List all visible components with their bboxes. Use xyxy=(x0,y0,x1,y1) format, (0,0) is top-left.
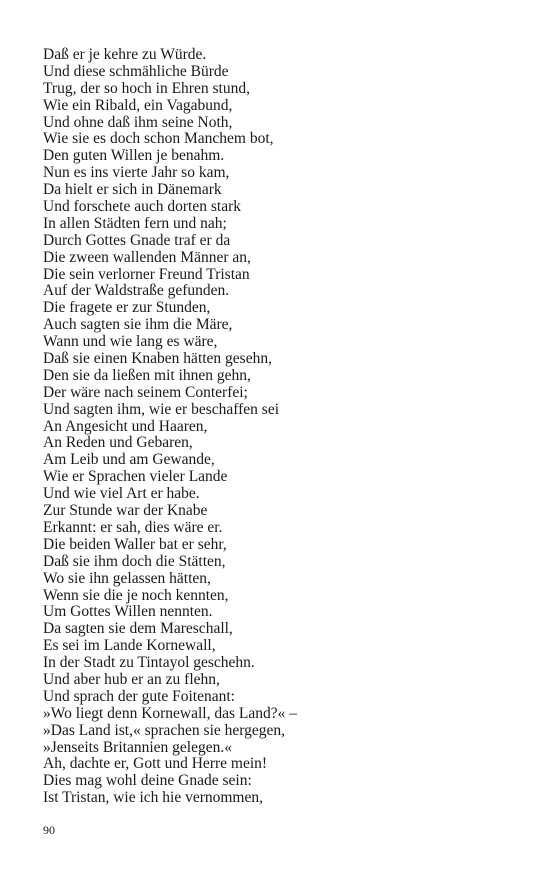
verse-line: Auch sagten sie ihm die Märe, xyxy=(43,316,233,334)
verse-text xyxy=(43,47,297,807)
verse-line: Und diese schmähliche Bürde xyxy=(43,62,229,80)
verse-line: Den guten Willen je benahm. xyxy=(43,147,225,165)
verse-line: Und wie viel Art er habe. xyxy=(43,485,200,503)
verse-line: Und ohne daß ihm seine Noth, xyxy=(43,113,233,131)
verse-line: Die sein verlorner Freund Tristan xyxy=(43,265,250,283)
verse-line: Wo sie ihn gelassen hätten, xyxy=(43,569,211,587)
verse-line: Wie er Sprachen vieler Lande xyxy=(43,468,228,486)
verse-line: Zur Stunde war der Knabe xyxy=(43,502,208,520)
verse-line: »Jenseits Britannien gelegen.« xyxy=(43,738,232,756)
verse-line: Daß sie ihm doch die Stätten, xyxy=(43,552,226,570)
verse-line: Durch Gottes Gnade traf er da xyxy=(43,231,231,249)
verse-line: Wie ein Ribald, ein Vagabund, xyxy=(43,96,233,114)
verse-line: Nun es ins vierte Jahr so kam, xyxy=(43,164,230,182)
verse-line: Und aber hub er an zu flehn, xyxy=(43,670,220,688)
verse-line: Wenn sie die je noch kennten, xyxy=(43,586,229,604)
verse-line: Ist Tristan, wie ich hie vernommen, xyxy=(43,789,263,807)
verse-line: An Reden und Gebaren, xyxy=(43,434,193,452)
verse-line: Wann und wie lang es wäre, xyxy=(43,333,218,351)
verse-line: Und forschete auch dorten stark xyxy=(43,198,241,216)
verse-line: Und sagten ihm, wie er beschaffen sei xyxy=(43,400,280,418)
verse-line: Wie sie es doch schon Manchem bot, xyxy=(43,130,274,148)
verse-line: »Das Land ist,« sprachen sie hergegen, xyxy=(43,721,286,739)
verse-line: Die fragete er zur Stunden, xyxy=(43,299,211,317)
verse-line: Daß er je kehre zu Würde. xyxy=(43,46,207,63)
verse-line: Den sie da ließen mit ihnen gehn, xyxy=(43,366,251,384)
verse-line: Die beiden Waller bat er sehr, xyxy=(43,535,227,553)
verse-line: Ah, dachte er, Gott und Herre mein! xyxy=(43,755,268,773)
verse-line: In der Stadt zu Tintayol geschehn. xyxy=(43,654,255,672)
verse-line: Um Gottes Willen nennten. xyxy=(43,603,213,621)
verse-line: Da hielt er sich in Dänemark xyxy=(43,181,222,199)
verse-line: Am Leib und am Gewande, xyxy=(43,451,215,469)
page-number: 90 xyxy=(43,823,55,837)
verse-line: »Wo liegt denn Kornewall, das Land?« – xyxy=(43,704,298,722)
verse-line: Trug, der so hoch in Ehren stund, xyxy=(43,79,250,97)
verse-line: An Angesicht und Haaren, xyxy=(43,417,208,435)
verse-line: Dies mag wohl deine Gnade sein: xyxy=(43,772,252,790)
verse-line: Da sagten sie dem Mareschall, xyxy=(43,620,233,638)
verse-line: Auf der Waldstraße gefunden. xyxy=(43,282,230,300)
verse-line: Erkannt: er sah, dies wäre er. xyxy=(43,518,223,536)
verse-line: Es sei im Lande Kornewall, xyxy=(43,637,216,655)
verse-line: Daß sie einen Knaben hätten gesehn, xyxy=(43,350,272,368)
verse-line: In allen Städten fern und nah; xyxy=(43,214,227,232)
verse-line: Und sprach der gute Foitenant: xyxy=(43,687,235,705)
verse-line: Die zween wallenden Männer an, xyxy=(43,248,251,266)
verse-line: Der wäre nach seinem Conterfei; xyxy=(43,383,248,401)
